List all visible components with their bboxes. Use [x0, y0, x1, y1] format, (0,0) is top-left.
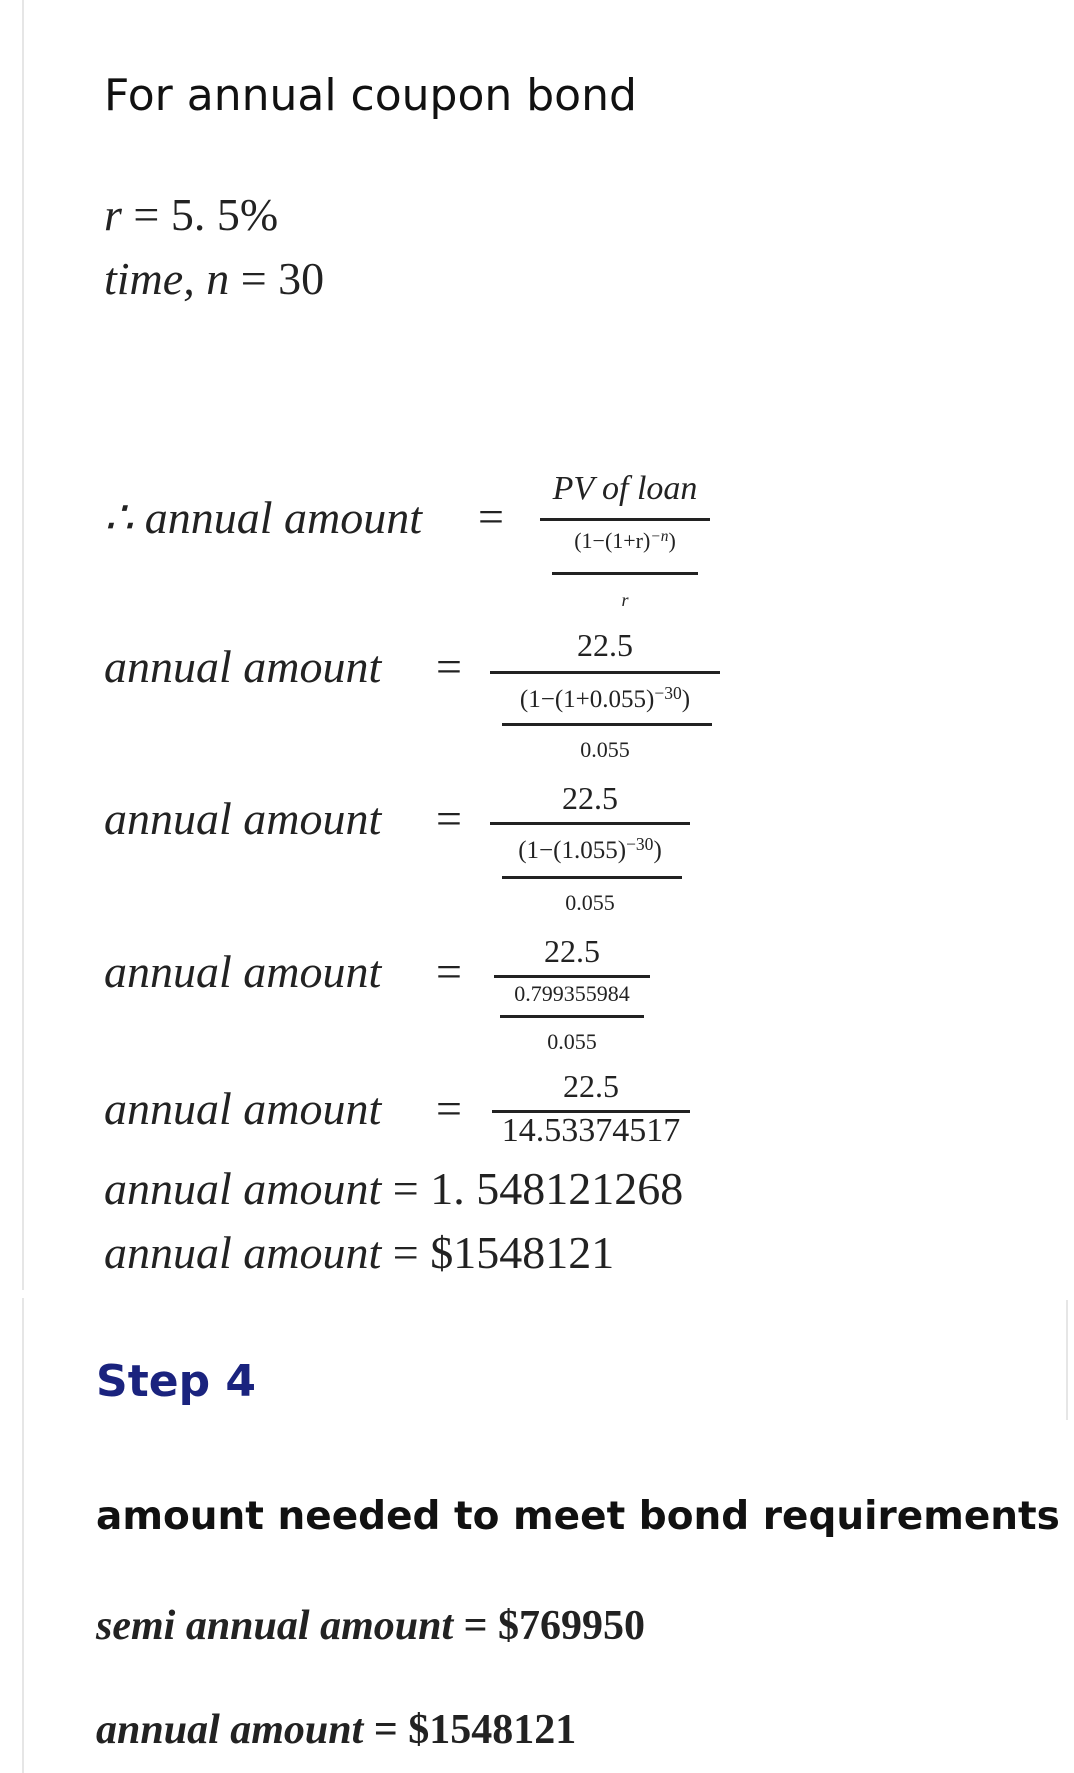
step-subtitle: amount needed to meet bond requirements — [96, 1494, 1060, 1539]
eq1-denominator-base: (1−(1+r) — [574, 528, 651, 553]
time-line — [104, 252, 324, 305]
eq4-lhs: annual amount — [104, 946, 382, 997]
left-edge-line — [22, 0, 24, 1290]
eq2-equals: = — [436, 641, 462, 692]
eq1-denominator-exponent: −n — [650, 528, 669, 546]
eq4-numerator: 22.5 — [544, 933, 600, 969]
eq1-fraction — [540, 470, 710, 620]
eq5-fraction — [492, 1068, 690, 1158]
eq1-lhs: ∴ annual amount — [104, 492, 423, 543]
eq4-fraction — [494, 933, 650, 1073]
rate-value: = 5. 5% — [133, 189, 279, 240]
eq3-fraction — [490, 780, 690, 930]
final-annual-rhs: = $1548121 — [373, 1707, 577, 1753]
eq2-denominator-close: ) — [681, 685, 691, 713]
eq1-main-bar — [540, 518, 710, 521]
eq3-denominator-close: ) — [653, 836, 662, 864]
eq2-divisor: 0.055 — [580, 737, 630, 762]
eq2-fraction — [490, 627, 720, 777]
eq7-line — [104, 1226, 614, 1279]
eq1-sub-bar — [552, 572, 698, 575]
eq1-equals: = — [478, 491, 504, 542]
eq3-lhs: annual amount — [104, 793, 382, 844]
eq2-sub-bar — [502, 723, 712, 726]
rate-line — [104, 188, 278, 241]
eq6-lhs: annual amount — [104, 1163, 382, 1214]
time-value: = 30 — [240, 253, 325, 304]
step-title: Step 4 — [96, 1356, 256, 1407]
eq2-denominator-base: (1−(1+0.055) — [519, 685, 655, 713]
eq1-numerator: PV of loan — [552, 470, 698, 507]
eq4-divisor: 0.055 — [547, 1029, 597, 1054]
time-variable: time, n — [104, 253, 230, 304]
eq2-main-bar — [490, 671, 720, 674]
left-edge-line-lower — [22, 1298, 24, 1773]
final-annual-line — [96, 1706, 576, 1754]
right-edge-line — [1066, 1300, 1068, 1420]
eq2-denominator-exponent: −30 — [654, 683, 682, 703]
eq3-denominator-exponent: −30 — [626, 834, 654, 854]
eq3-sub-bar — [502, 876, 682, 879]
eq4-main-bar — [494, 975, 650, 978]
eq6-rhs: = 1. 548121268 — [392, 1163, 684, 1214]
eq5-numerator: 22.5 — [563, 1068, 619, 1104]
eq4-sub-bar — [500, 1015, 644, 1018]
eq5-equals: = — [436, 1083, 462, 1134]
eq5-lhs: annual amount — [104, 1083, 382, 1134]
eq1-divisor: r — [621, 590, 629, 610]
eq7-lhs: annual amount — [104, 1227, 382, 1278]
eq3-denominator-base: (1−(1.055) — [518, 836, 627, 864]
eq5-denominator: 14.53374517 — [501, 1112, 681, 1149]
semi-annual-lhs: semi annual amount — [96, 1603, 454, 1649]
section-heading: For annual coupon bond — [104, 70, 637, 121]
semi-annual-line — [96, 1602, 645, 1650]
eq1-denominator — [540, 528, 710, 554]
eq3-numerator: 22.5 — [562, 780, 618, 816]
rate-variable: r — [104, 189, 122, 240]
eq7-rhs: = $1548121 — [392, 1227, 615, 1278]
eq3-main-bar — [490, 822, 690, 825]
eq2-lhs: annual amount — [104, 641, 382, 692]
final-annual-lhs: annual amount — [96, 1707, 364, 1753]
eq4-denominator: 0.799355984 — [514, 981, 630, 1006]
semi-annual-rhs: = $769950 — [463, 1603, 646, 1649]
eq2-denominator — [490, 683, 720, 714]
eq6-line — [104, 1162, 683, 1215]
eq2-numerator: 22.5 — [577, 627, 633, 663]
eq1-denominator-close: ) — [668, 528, 676, 553]
eq3-divisor: 0.055 — [565, 890, 615, 915]
eq3-equals: = — [436, 793, 462, 844]
eq3-denominator — [490, 834, 690, 865]
eq4-equals: = — [436, 946, 462, 997]
